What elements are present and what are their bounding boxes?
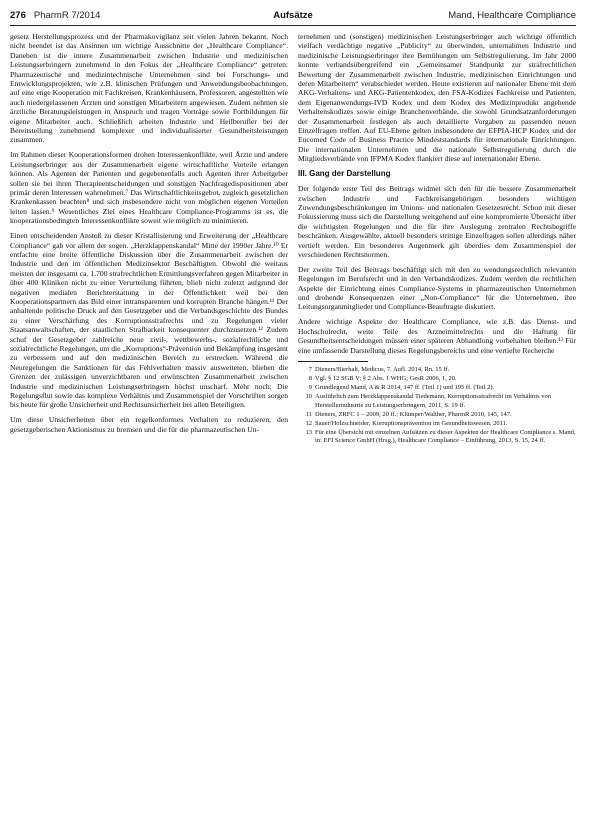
footnote-text: Ausführlich zum Herzklappenskandal Tiedemann, Korruptionsstrafrecht im Verhältnis von Herstellerindustrie zu Leistungserbringern, 2011, S. 19 ff.	[315, 393, 551, 409]
page-header	[10, 10, 576, 30]
footnote-number: 7	[308, 366, 312, 373]
paragraph: Im Rahmen dieser Kooperationsformen drohen Interessenkonflikte, weil Ärzte und andere Leistungserbringer aus der Zusammenarbeit eigene wirtschaftliche Vorteile erlangen können. Als Agenten der Patienten und gegebenenfalls auch Agenten ihrer Arbeitgeber sollen sie bei ihren Therapieentscheidungen und sonstigen Nachfragedispositionen aber primär deren Interessen wahrnehmen.⁷ Das Wirtschaftlichkeitsgebot, zugleich gesetzlichen Krankenkassen beachten⁸ und sich insbesondere nicht von möglichen eigenen Vorteilen leiten lassen.⁹ Wesentliches Ziel eines Healthcare Compliance-Programms ist es, die kooperationsbedingten Interessenkonflikte soweit wie möglich zu minimieren.	[10, 150, 288, 226]
footnote	[298, 411, 576, 419]
footnote-text: Für eine Übersicht mit einzelnen Aufsätzen zu dieser Aspekten der Healthcare Compliance s. Mand, in: EFI Science GmbH (Hrsg.), Healthcare Compliance – Einführung, 2013, S. 15, 24 ff.	[315, 428, 576, 444]
footnote-number: 10	[305, 393, 312, 401]
running-title: Mand, Healthcare Compliance	[448, 10, 576, 21]
paragraph: Der folgende erste Teil des Beitrags widmet sich den für die bessere Zusammenarbeit zwischen Industrie und Fachkreisangehörigen besonders wichtigen Zuwendungsbeschränkungen im Unions- und nationalen Gesetzesrecht. Schon mit dieser Fokussierung muss sich die Darstellung weitgehend auf eine kompromierte Übersicht über die wichtigsten Regelungen und die für ihre Auslegung zentralen Rechtsbegriffe beschränken. Ausgewählte, aktuell besonders strittige Einzelfragen sollen allerdings näher vertieft werden. Ein besonderes Augenmerk gilt überdies dem Zusammenspiel der verschiedenen Rechtsnormen.	[298, 184, 576, 259]
section-label: Aufsätze	[273, 10, 313, 21]
footnote-number: 13	[305, 428, 312, 436]
paragraph: Einen entscheidenden Anstoß zu dieser Kristallisierung und Erweiterung der „Healthcare Compliance“ gab vor allem der sogen. „Herzklappenskandal“ Mitte der 1990er Jahre.¹⁰ Er entfachte eine breite öffentliche Diskussion über die Zusammenarbeit zwischen der Industrie und den im öffentlichen Medizinsektor Beschäftigten. Obwohl die weitaus meisten der insgesamt ca. 1.700 strafrechtlichen Ermittlungsverfahren gegen Mitarbeiter in über 400 Kliniken nicht zu einer Verurteilung führten, blieb nicht zuletzt aufgrund der negativen medialen Berichterstattung in der Öffentlichkeit weil bei den Kooperationspartnern das Bild einer intransparenten und korrupten Branche hängen.¹¹ Der anhaltende politische Druck auf den Gesetzgeber und die Verbandsgeschichte des Bundes zu einer Verschärfung des Korruptionsstrafrechts und zu Regelungen vieler Staatsanwaltschaften, der staatlichen Strafbarkeit konsequenter durchzusetzen.¹² Zudem schuf der Gesetzgeber zahlreiche neue zivil-, wettbewerbs-, sozialrechtliche und sozialrechtliche Regelungen, um die „Korruptions“-Prävention und Bekämpfung insgesamt zu verbessern und auf den medizinischen Bereich zu erstrecken. Während die Neuregelungen die Sanktionen für das Fehlverhalten massiv ausweiteten, blieben die Grenzen der zulässigen unverzichtbaren und erwünschten Zusammenarbeit zwischen Industrie und medizinischen Leistungserbringern höchst unscharf. Mehr noch: Die Regelungsflut sowie das komplexe Verhältnis und Zusammenspiel der Vorschriften sorgen bis heute für große Unsicherheit und Rechtsunsicherheit bei allen Beteiligten.	[10, 231, 288, 410]
section-heading: III. Gang der Darstellung	[298, 169, 391, 179]
footnote-number: 9	[308, 384, 312, 392]
paragraph: Der zweite Teil des Beitrags beschäftigt sich mit den zu wendungsrechtlich relevanten Regelungen im Berufsrecht und in den Verbandskodizes. Zudem werden die rechtlichen Aspekte der Einrichtung eines Compliance-Systems in pharmazeutischen Unternehmen und drohende Konsequenzen einer „Non-Compliance“ für die Unternehmen, ihre Leitungsorganmitglieder und Compliance-Beauftragte diskutiert.	[298, 264, 576, 312]
footnote-text: Sauer/Holzschneider, Korruptionsprävention im Gesundheitswesen, 2011.	[315, 419, 508, 427]
paragraph: Andere wichtige Aspekte der Healthcare Compliance, wie z.B. das Dienst- und Hochschulrecht, weite Teile des Arzneimittelrechts und die Haftung für Gesundheitsentscheidungen müssen einer späteren Abhandlung vorbehalten bleiben.¹³ Für eine umfassende Darstellung dieses Regelungsbereichs und eine vertiefte Recherche	[298, 317, 576, 355]
left-column	[10, 32, 288, 814]
footnote	[298, 393, 576, 409]
footnote	[298, 420, 576, 428]
footnote	[298, 429, 576, 445]
journal-name: PharmR 7/2014	[33, 10, 101, 21]
two-column-body	[10, 32, 576, 814]
footnote-text: Vgl. § 12 SGB V; § 2 Abs. 1 WHG; GesR 2006, 1, 20.	[315, 375, 457, 383]
footnote	[298, 366, 576, 374]
footnote-number: 11	[305, 410, 312, 418]
footnote-rule	[298, 361, 368, 362]
header-rule	[10, 25, 576, 26]
footnote-text: Dieners/Bierhalt, Medicus, 7. Aufl. 2014, Rn. 15 ff.	[315, 366, 450, 373]
footnote-text: Grundlegend Mand, A & R 2014, 147 ff. (Teil 1) und 195 ff. (Teil 2).	[315, 384, 495, 392]
footnote-text: Dieners, ZRFC 1 – 2009, 20 ff.; Klümper/Walther, PharmR 2010, 145, 147.	[315, 410, 512, 418]
page-number: 276	[10, 10, 26, 21]
footnote-number: 12	[305, 419, 312, 427]
footnote	[298, 384, 576, 392]
paragraph: Um diese Unsicherheiten über ein regelkonformes Verhalten zu reduzieren, den gesetzgeberischen Aktionismus zu bremsen und die für die pharmazeutischen Un-	[10, 415, 288, 434]
footnotes	[298, 366, 576, 445]
paragraph: ternehmen und (sonstigen) medizinischen Leistungserbringer auch wichtige öffentlich vielfach verdächtige negative „Publicity“ zu überwinden, unternahmen Industrie und medizinische Leistungserbringer ihre Bemühungen um Selbstregulierung. Im Jahr 2000 konnte verbandsübergreifend ein „Gemeinsamer Standpunkt zur strafrechtlichen Bewertung der Zusammenarbeit zwischen Industrie, medizinischen Einrichtungen und deren Mitarbeitern“ verabschiedet werden. Heute existieren auf nationaler Ebene mit dem AKG-Verhaltens- und AKG-Patientenkodex, den FSA-Kodizes Fachkreise und Patienten, dem Eigenanwendungs-IVD Kodex und dem Kodex des Medizinprodukt angehende Verhaltenskodizes sowie einige Branchenverbände, die sowohl Grundsatzanforderungen der Zusammenarbeit festlegen als auch detaillierte Vorgaben zu passenden neuen Einzelfragen treffen. Auf EU-Ebene gelten insbesondere der EFPIA-HCP Kodex und der Eucomed Code of Business Practice Mindeststandards für internationale Einrichtungen. Die internationalen Unternehmen und die nationale Selbstregulierung durch die Mitgliedsverbände von IFPMA Kodex flankiert diese auf internationaler Ebene.	[298, 32, 576, 164]
footnote	[298, 375, 576, 383]
right-column	[298, 32, 576, 814]
paragraph: gesetz Herstellungsprozess und der Pharmakovigilanz seit vielen Jahren bekannt. Noch nicht beendet ist das Ansinnen um wichtige Ausschnitte der „Healthcare Compliance“. Daneben ist die innere Zusammenarbeit zwischen Industrie und medizinischen Leistungserbringern zunehmend in den Fokus der „Healthcare Compliance“ getreten: Pharmazeutische und medizintechnische Unternehmen sind bei Forschungs- und Entwicklungsprojekten, wie z.B. klinischen Prüfungen und Anwendungsbeobachtungen, auf eine enge Kooperation mit Fachkreisen, Krankenhäusern, Professoren, angestellten wie auch niedergelassenen Ärzten und sonstigen Mitarbeitern angewiesen. Zudem nehmen sie ärztliche Beratungsleistungen in Anspruch und tragen Vorträge sowie Fortbildungen für eigene Mitarbeiter auch. Schließlich arbeiten Industrie und Heilberufler bei der Bereitstellung zunehmend komplexer und individualisierter Gesundheitsleistungen zusammen.	[10, 32, 288, 145]
footnote-number: 8	[308, 375, 312, 383]
